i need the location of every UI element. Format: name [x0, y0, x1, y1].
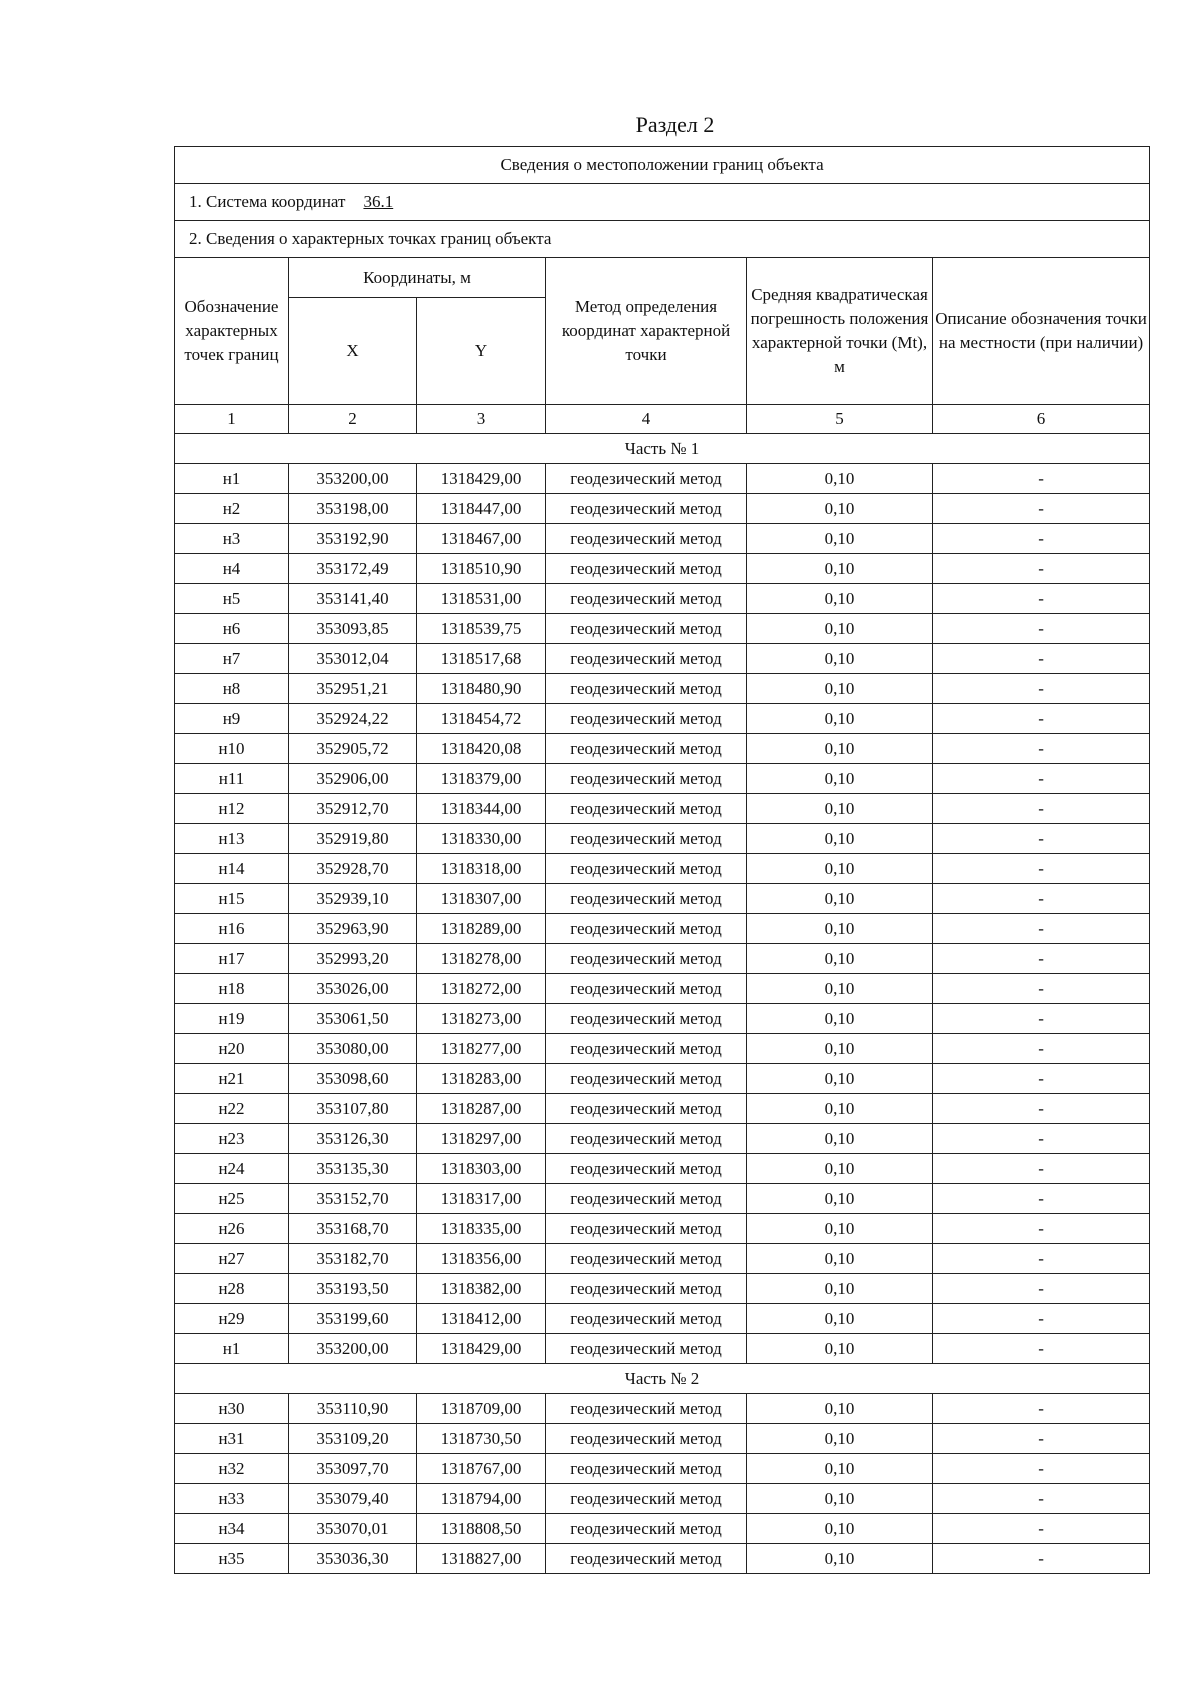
point-designation: н7 [175, 644, 289, 674]
coord-x: 352939,10 [289, 884, 417, 914]
method: геодезический метод [546, 854, 747, 884]
point-designation: н4 [175, 554, 289, 584]
point-designation: н30 [175, 1394, 289, 1424]
table-row [175, 1514, 1150, 1544]
description: - [933, 584, 1150, 614]
mean-error: 0,10 [747, 1274, 933, 1304]
point-designation: н25 [175, 1184, 289, 1214]
method: геодезический метод [546, 554, 747, 584]
coord-y: 1318278,00 [417, 944, 546, 974]
coord-y: 1318289,00 [417, 914, 546, 944]
coord-x: 352963,90 [289, 914, 417, 944]
coord-x: 353200,00 [289, 464, 417, 494]
point-designation: н22 [175, 1094, 289, 1124]
coord-x: 353098,60 [289, 1064, 417, 1094]
header-y: Y [417, 298, 546, 405]
description: - [933, 674, 1150, 704]
method: геодезический метод [546, 1004, 747, 1034]
mean-error: 0,10 [747, 884, 933, 914]
method: геодезический метод [546, 974, 747, 1004]
coord-y: 1318510,90 [417, 554, 546, 584]
coord-x: 353097,70 [289, 1454, 417, 1484]
header-method: Метод определения координат характерной точки [546, 258, 747, 405]
method: геодезический метод [546, 1304, 747, 1334]
table-row [175, 1334, 1150, 1364]
method: геодезический метод [546, 884, 747, 914]
mean-error: 0,10 [747, 1394, 933, 1424]
boundary-points-table [174, 146, 1150, 1574]
column-number: 1 [175, 405, 289, 434]
coord-y: 1318273,00 [417, 1004, 546, 1034]
coord-y: 1318330,00 [417, 824, 546, 854]
table-row [175, 1154, 1150, 1184]
coord-x: 353192,90 [289, 524, 417, 554]
point-designation: н34 [175, 1514, 289, 1544]
method: геодезический метод [546, 734, 747, 764]
method: геодезический метод [546, 944, 747, 974]
coord-x: 353193,50 [289, 1274, 417, 1304]
method: геодезический метод [546, 674, 747, 704]
table-row [175, 1214, 1150, 1244]
coord-y: 1318317,00 [417, 1184, 546, 1214]
coord-x: 353172,49 [289, 554, 417, 584]
coord-x: 353026,00 [289, 974, 417, 1004]
point-designation: н27 [175, 1244, 289, 1274]
point-designation: н28 [175, 1274, 289, 1304]
mean-error: 0,10 [747, 734, 933, 764]
table-row [175, 584, 1150, 614]
description: - [933, 524, 1150, 554]
mean-error: 0,10 [747, 554, 933, 584]
point-designation: н35 [175, 1544, 289, 1574]
mean-error: 0,10 [747, 1004, 933, 1034]
mean-error: 0,10 [747, 794, 933, 824]
coord-y: 1318454,72 [417, 704, 546, 734]
table-row [175, 854, 1150, 884]
mean-error: 0,10 [747, 1424, 933, 1454]
coord-y: 1318297,00 [417, 1124, 546, 1154]
table-row [175, 1244, 1150, 1274]
point-designation: н6 [175, 614, 289, 644]
coord-y: 1318730,50 [417, 1424, 546, 1454]
coord-x: 353109,20 [289, 1424, 417, 1454]
point-designation: н18 [175, 974, 289, 1004]
mean-error: 0,10 [747, 1154, 933, 1184]
point-designation: н26 [175, 1214, 289, 1244]
column-number: 3 [417, 405, 546, 434]
coord-x: 353200,00 [289, 1334, 417, 1364]
point-designation: н10 [175, 734, 289, 764]
point-designation: н12 [175, 794, 289, 824]
table-row [175, 1004, 1150, 1034]
method: геодезический метод [546, 794, 747, 824]
coord-y: 1318287,00 [417, 1094, 546, 1124]
description: - [933, 1004, 1150, 1034]
coord-x: 353152,70 [289, 1184, 417, 1214]
point-designation: н23 [175, 1124, 289, 1154]
description: - [933, 764, 1150, 794]
description: - [933, 1424, 1150, 1454]
coord-x: 353135,30 [289, 1154, 417, 1184]
description: - [933, 704, 1150, 734]
coord-y: 1318356,00 [417, 1244, 546, 1274]
point-designation: н20 [175, 1034, 289, 1064]
column-numbers-row [175, 405, 1150, 434]
description: - [933, 1124, 1150, 1154]
mean-error: 0,10 [747, 914, 933, 944]
mean-error: 0,10 [747, 464, 933, 494]
mean-error: 0,10 [747, 1484, 933, 1514]
method: геодезический метод [546, 1424, 747, 1454]
mean-error: 0,10 [747, 524, 933, 554]
mean-error: 0,10 [747, 614, 933, 644]
description: - [933, 554, 1150, 584]
description: - [933, 1214, 1150, 1244]
method: геодезический метод [546, 494, 747, 524]
table-row [175, 704, 1150, 734]
coord-y: 1318808,50 [417, 1514, 546, 1544]
mean-error: 0,10 [747, 674, 933, 704]
coord-y: 1318794,00 [417, 1484, 546, 1514]
point-designation: н24 [175, 1154, 289, 1184]
point-designation: н14 [175, 854, 289, 884]
coord-x: 352912,70 [289, 794, 417, 824]
mean-error: 0,10 [747, 1184, 933, 1214]
mean-error: 0,10 [747, 1514, 933, 1544]
description: - [933, 914, 1150, 944]
coord-x: 352993,20 [289, 944, 417, 974]
description: - [933, 614, 1150, 644]
point-designation: н8 [175, 674, 289, 704]
mean-error: 0,10 [747, 1094, 933, 1124]
mean-error: 0,10 [747, 1124, 933, 1154]
table-row [175, 554, 1150, 584]
table-row [175, 614, 1150, 644]
coord-y: 1318318,00 [417, 854, 546, 884]
mean-error: 0,10 [747, 1214, 933, 1244]
description: - [933, 464, 1150, 494]
method: геодезический метод [546, 1274, 747, 1304]
coord-x: 352905,72 [289, 734, 417, 764]
method: геодезический метод [546, 1064, 747, 1094]
column-number: 2 [289, 405, 417, 434]
method: геодезический метод [546, 1394, 747, 1424]
coord-x: 353093,85 [289, 614, 417, 644]
coord-y: 1318307,00 [417, 884, 546, 914]
mean-error: 0,10 [747, 824, 933, 854]
mean-error: 0,10 [747, 1544, 933, 1574]
table-row [175, 974, 1150, 1004]
table-row [175, 1394, 1150, 1424]
point-designation: н13 [175, 824, 289, 854]
description: - [933, 644, 1150, 674]
table-row [175, 524, 1150, 554]
coord-system-row [175, 184, 1150, 221]
method: геодезический метод [546, 914, 747, 944]
point-designation: н32 [175, 1454, 289, 1484]
coord-x: 353110,90 [289, 1394, 417, 1424]
description: - [933, 1184, 1150, 1214]
mean-error: 0,10 [747, 974, 933, 1004]
description: - [933, 1394, 1150, 1424]
coord-y: 1318517,68 [417, 644, 546, 674]
column-number: 5 [747, 405, 933, 434]
mean-error: 0,10 [747, 494, 933, 524]
description: - [933, 494, 1150, 524]
coord-y: 1318303,00 [417, 1154, 546, 1184]
point-designation: н21 [175, 1064, 289, 1094]
table-row [175, 1094, 1150, 1124]
header-description: Описание обозначения точки на местности (при наличии) [933, 258, 1150, 405]
table-row [175, 1424, 1150, 1454]
point-designation: н17 [175, 944, 289, 974]
table-row [175, 914, 1150, 944]
description: - [933, 1244, 1150, 1274]
coord-x: 353061,50 [289, 1004, 417, 1034]
column-number: 4 [546, 405, 747, 434]
section-title: Раздел 2 [635, 112, 715, 137]
header-x: X [289, 298, 417, 405]
description: - [933, 1064, 1150, 1094]
table-row [175, 794, 1150, 824]
point-designation: н16 [175, 914, 289, 944]
table-row [175, 1034, 1150, 1064]
coord-y: 1318412,00 [417, 1304, 546, 1334]
table-row [175, 1124, 1150, 1154]
header-coordinates: Координаты, м [289, 258, 546, 298]
coord-x: 353168,70 [289, 1214, 417, 1244]
header-error: Средняя квадратическая погрешность положения характерной точки (Mt), м [747, 258, 933, 405]
coord-y: 1318382,00 [417, 1274, 546, 1304]
table-row [175, 764, 1150, 794]
table-row [175, 1184, 1150, 1214]
method: геодезический метод [546, 644, 747, 674]
method: геодезический метод [546, 584, 747, 614]
coord-x: 352924,22 [289, 704, 417, 734]
coord-y: 1318335,00 [417, 1214, 546, 1244]
points-heading: 2. Сведения о характерных точках границ объекта [175, 221, 1150, 258]
method: геодезический метод [546, 524, 747, 554]
coord-x: 353079,40 [289, 1484, 417, 1514]
point-designation: н11 [175, 764, 289, 794]
mean-error: 0,10 [747, 1334, 933, 1364]
table-row [175, 1484, 1150, 1514]
coord-x: 352919,80 [289, 824, 417, 854]
method: геодезический метод [546, 1184, 747, 1214]
method: геодезический метод [546, 1544, 747, 1574]
point-designation: н5 [175, 584, 289, 614]
point-designation: н1 [175, 1334, 289, 1364]
description: - [933, 1454, 1150, 1484]
mean-error: 0,10 [747, 854, 933, 884]
description: - [933, 1334, 1150, 1364]
description: - [933, 1544, 1150, 1574]
coord-x: 353080,00 [289, 1034, 417, 1064]
table-row [175, 1454, 1150, 1484]
coord-x: 353012,04 [289, 644, 417, 674]
point-designation: н9 [175, 704, 289, 734]
method: геодезический метод [546, 1214, 747, 1244]
part-title: Часть № 1 [175, 434, 1150, 464]
coord-x: 352928,70 [289, 854, 417, 884]
coord-x: 353036,30 [289, 1544, 417, 1574]
method: геодезический метод [546, 1244, 747, 1274]
coord-y: 1318429,00 [417, 1334, 546, 1364]
table-row [175, 884, 1150, 914]
coord-y: 1318467,00 [417, 524, 546, 554]
method: геодезический метод [546, 1094, 747, 1124]
mean-error: 0,10 [747, 944, 933, 974]
point-designation: н1 [175, 464, 289, 494]
coord-x: 353198,00 [289, 494, 417, 524]
description: - [933, 824, 1150, 854]
coord-x: 353070,01 [289, 1514, 417, 1544]
description: - [933, 794, 1150, 824]
coord-x: 352906,00 [289, 764, 417, 794]
table-row [175, 1274, 1150, 1304]
coord-y: 1318379,00 [417, 764, 546, 794]
mean-error: 0,10 [747, 644, 933, 674]
coord-y: 1318277,00 [417, 1034, 546, 1064]
description: - [933, 1514, 1150, 1544]
method: геодезический метод [546, 764, 747, 794]
coord-y: 1318344,00 [417, 794, 546, 824]
table-row [175, 674, 1150, 704]
table-row [175, 734, 1150, 764]
description: - [933, 1274, 1150, 1304]
method: геодезический метод [546, 1514, 747, 1544]
coord-y: 1318283,00 [417, 1064, 546, 1094]
coord-y: 1318539,75 [417, 614, 546, 644]
method: геодезический метод [546, 1334, 747, 1364]
table-row [175, 1304, 1150, 1334]
table-row [175, 494, 1150, 524]
coord-system-value: 36.1 [363, 192, 394, 211]
table-row [175, 944, 1150, 974]
method: геодезический метод [546, 1154, 747, 1184]
coord-x: 353107,80 [289, 1094, 417, 1124]
header-designation: Обозначение характерных точек границ [175, 258, 289, 405]
point-designation: н2 [175, 494, 289, 524]
coord-x: 352951,21 [289, 674, 417, 704]
description: - [933, 1304, 1150, 1334]
part-title: Часть № 2 [175, 1364, 1150, 1394]
description: - [933, 944, 1150, 974]
coord-y: 1318531,00 [417, 584, 546, 614]
description: - [933, 1034, 1150, 1064]
coord-y: 1318709,00 [417, 1394, 546, 1424]
description: - [933, 884, 1150, 914]
point-designation: н33 [175, 1484, 289, 1514]
mean-error: 0,10 [747, 764, 933, 794]
description: - [933, 1094, 1150, 1124]
coord-x: 353199,60 [289, 1304, 417, 1334]
column-number: 6 [933, 405, 1150, 434]
description: - [933, 854, 1150, 884]
method: геодезический метод [546, 1454, 747, 1484]
mean-error: 0,10 [747, 1244, 933, 1274]
method: геодезический метод [546, 1034, 747, 1064]
point-designation: н29 [175, 1304, 289, 1334]
method: геодезический метод [546, 1124, 747, 1154]
coord-system-label: 1. Система координат [189, 192, 346, 211]
method: геодезический метод [546, 824, 747, 854]
description: - [933, 734, 1150, 764]
coord-y: 1318447,00 [417, 494, 546, 524]
method: геодезический метод [546, 704, 747, 734]
point-designation: н19 [175, 1004, 289, 1034]
coord-x: 353141,40 [289, 584, 417, 614]
point-designation: н15 [175, 884, 289, 914]
mean-error: 0,10 [747, 1304, 933, 1334]
mean-error: 0,10 [747, 704, 933, 734]
mean-error: 0,10 [747, 584, 933, 614]
table-row [175, 824, 1150, 854]
description: - [933, 1484, 1150, 1514]
table-row [175, 1064, 1150, 1094]
method: геодезический метод [546, 614, 747, 644]
coord-y: 1318480,90 [417, 674, 546, 704]
coord-x: 353126,30 [289, 1124, 417, 1154]
coord-y: 1318827,00 [417, 1544, 546, 1574]
method: геодезический метод [546, 464, 747, 494]
part-header-row [175, 1364, 1150, 1394]
point-designation: н3 [175, 524, 289, 554]
mean-error: 0,10 [747, 1034, 933, 1064]
description: - [933, 1154, 1150, 1184]
coord-y: 1318429,00 [417, 464, 546, 494]
coord-y: 1318767,00 [417, 1454, 546, 1484]
table-row [175, 644, 1150, 674]
coord-x: 353182,70 [289, 1244, 417, 1274]
coord-y: 1318420,08 [417, 734, 546, 764]
coord-y: 1318272,00 [417, 974, 546, 1004]
part-header-row [175, 434, 1150, 464]
method: геодезический метод [546, 1484, 747, 1514]
table-title: Сведения о местоположении границ объекта [175, 147, 1150, 184]
table-row [175, 1544, 1150, 1574]
table-row [175, 464, 1150, 494]
description: - [933, 974, 1150, 1004]
mean-error: 0,10 [747, 1064, 933, 1094]
point-designation: н31 [175, 1424, 289, 1454]
mean-error: 0,10 [747, 1454, 933, 1484]
